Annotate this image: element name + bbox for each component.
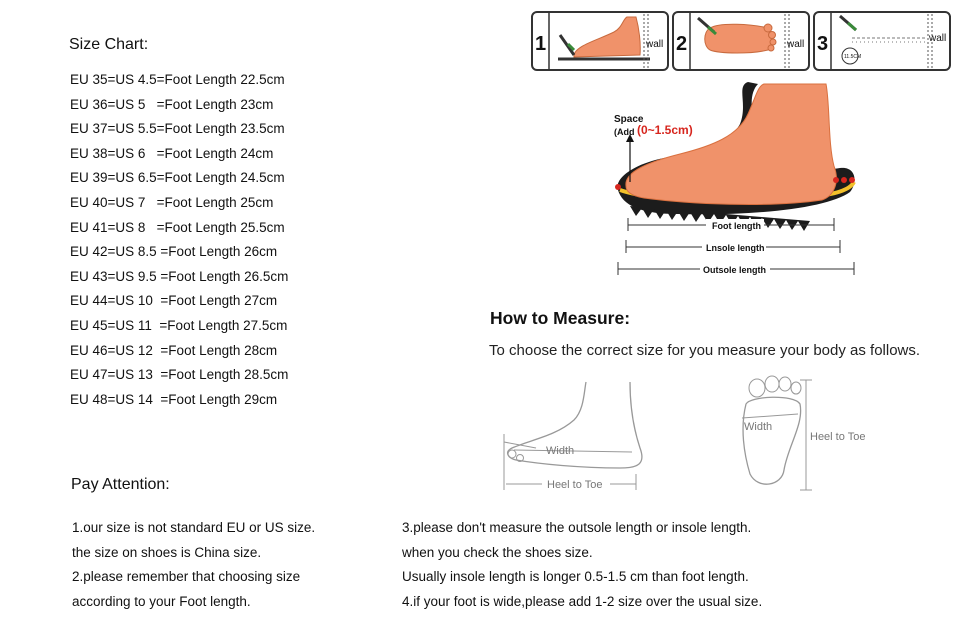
size-row: EU 48=US 14 =Foot Length 29cm — [70, 391, 278, 407]
wall-label: wall — [646, 39, 664, 50]
step-3-panel — [814, 12, 950, 70]
measure-steps-strip — [530, 10, 952, 72]
top-width-line — [742, 414, 798, 418]
size-row: EU 35=US 4.5=Foot Length 22.5cm — [70, 72, 285, 87]
add-range-label: (0~1.5cm) — [637, 123, 693, 137]
side-foot-figure — [500, 378, 650, 496]
top-width-label: Width — [744, 421, 773, 433]
note-line: 2.please remember that choosing size — [72, 569, 301, 584]
note-line: 4.if your foot is wide,please add 1-2 size over the usual size. — [402, 594, 763, 609]
side-width-label: Width — [546, 445, 575, 457]
top-foot-figure — [728, 374, 878, 496]
size-chart-title: Size Chart: — [69, 36, 149, 53]
heel-dot — [849, 177, 855, 183]
pay-attention-title: Pay Attention: — [71, 476, 170, 493]
note-line: 1.our size is not standard EU or US size. — [72, 520, 316, 535]
size-row: EU 41=US 8 =Foot Length 25.5cm — [70, 219, 285, 235]
side-foot-outline — [508, 382, 642, 468]
size-row: EU 39=US 6.5=Foot Length 24.5cm — [70, 170, 285, 186]
how-to-measure-subtitle: To choose the correct size for you measure your body as follows. — [489, 342, 921, 359]
size-row: EU 37=US 5.5=Foot Length 23.5cm — [70, 121, 285, 137]
side-heel-to-toe-label: Heel to Toe — [547, 479, 603, 491]
heel-dot — [841, 177, 847, 183]
note-line: 3.please don't measure the outsole length or insole length. — [402, 520, 752, 535]
shoe-length-diagram — [608, 74, 863, 280]
step-number: 1 — [535, 33, 547, 55]
size-row: EU 45=US 11 =Foot Length 27.5cm — [70, 317, 288, 333]
size-row: EU 46=US 12 =Foot Length 28cm — [70, 342, 278, 358]
add-label: (Add — [614, 127, 635, 137]
step-1-panel — [532, 12, 668, 70]
foot-shape — [626, 84, 836, 204]
step-number: 2 — [676, 33, 688, 55]
size-row: EU 38=US 6 =Foot Length 24cm — [70, 145, 274, 161]
outsole-length-label: Outsole length — [703, 265, 766, 275]
size-row: EU 47=US 13 =Foot Length 28.5cm — [70, 367, 289, 383]
how-to-measure-title: How to Measure: — [490, 308, 631, 328]
step-2-panel — [673, 12, 809, 70]
top-foot-outline — [743, 397, 801, 484]
size-chart-list — [70, 70, 288, 414]
toe-dot — [615, 184, 621, 190]
note-line: the size on shoes is China size. — [72, 545, 262, 560]
size-row: EU 42=US 8.5 =Foot Length 26cm — [70, 244, 278, 260]
insole-length-label: Lnsole length — [706, 243, 765, 253]
note-line: according to your Foot length. — [72, 594, 251, 609]
step-number: 3 — [817, 33, 829, 55]
size-row: EU 40=US 7 =Foot Length 25cm — [70, 194, 274, 210]
wall-label: wall — [929, 33, 947, 44]
size-row: EU 44=US 10 =Foot Length 27cm — [70, 293, 278, 309]
size-row: EU 36=US 5 =Foot Length 23cm — [70, 96, 274, 112]
note-line: Usually insole length is longer 0.5-1.5 cm than foot length. — [402, 569, 749, 584]
heel-dot — [833, 177, 839, 183]
ruler-label: 11.5CM — [844, 54, 862, 60]
foot-length-label: Foot length — [712, 221, 761, 231]
top-heel-to-toe-label: Heel to Toe — [810, 431, 866, 443]
size-row: EU 43=US 9.5 =Foot Length 26.5cm — [70, 268, 289, 284]
wall-label: wall — [787, 39, 805, 50]
note-line: when you check the shoes size. — [402, 545, 593, 560]
space-label: Space — [614, 114, 644, 125]
